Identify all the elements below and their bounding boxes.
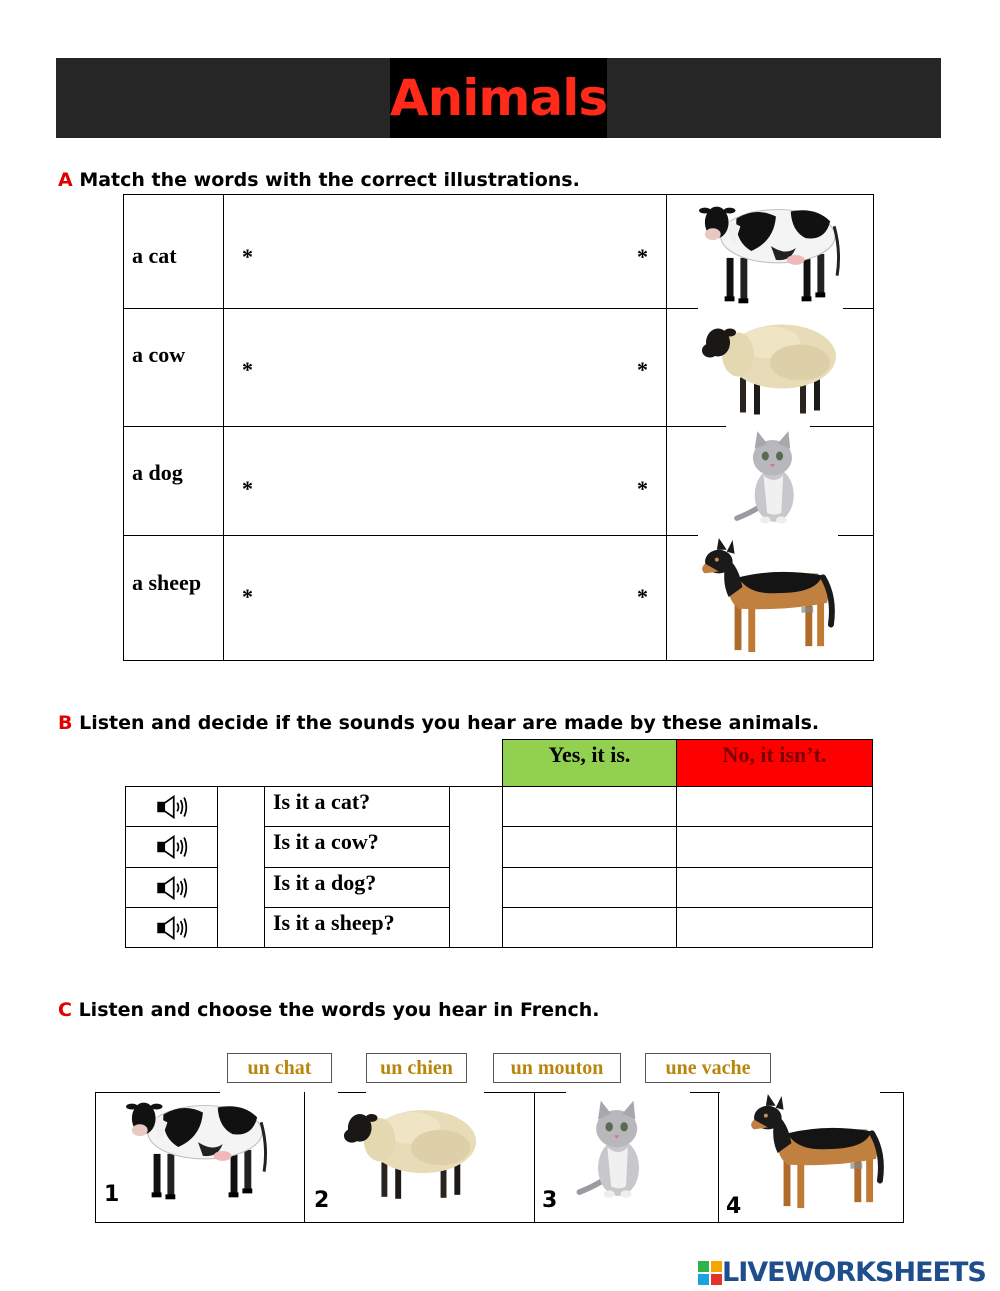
speaker-icon <box>154 875 190 901</box>
question-cell-4 <box>264 907 450 948</box>
answer-yes-4[interactable] <box>502 907 677 948</box>
word-a-dog: a dog <box>132 460 183 485</box>
answer-yes-2[interactable] <box>502 826 677 868</box>
yes-header-label: Yes, it is. <box>548 742 631 767</box>
match-dot-left-1[interactable]: * <box>242 244 253 269</box>
dog-picture <box>698 538 838 656</box>
picture-number-1: 1 <box>104 1182 120 1207</box>
blank-column <box>217 786 265 948</box>
speaker-icon <box>154 834 190 860</box>
picture-number-3: 3 <box>542 1188 558 1213</box>
sheep-picture <box>342 1098 480 1202</box>
section-c-heading <box>58 999 600 1021</box>
speaker-button-1[interactable] <box>125 786 218 827</box>
page-title: Animals <box>389 69 608 127</box>
speaker-icon <box>154 794 190 820</box>
word-a-cat: a cat <box>132 243 177 268</box>
section-b-letter: B <box>58 712 73 734</box>
option-un-mouton[interactable]: un mouton <box>493 1053 621 1083</box>
speaker-button-2[interactable] <box>125 826 218 868</box>
answer-no-3[interactable] <box>676 867 873 908</box>
question-cell-1 <box>264 786 450 827</box>
option-un-chien[interactable]: un chien <box>366 1053 467 1083</box>
option-un-chat[interactable]: un chat <box>227 1053 332 1083</box>
no-header <box>676 739 873 787</box>
section-b-instruction: Listen and decide if the sounds you hear are made by these animals. <box>72 712 820 734</box>
section-c-letter: C <box>58 999 72 1021</box>
match-dot-left-2[interactable]: * <box>242 357 253 382</box>
question-2: Is it a cow? <box>273 829 379 854</box>
answer-yes-1[interactable] <box>502 786 677 827</box>
match-dot-right-2[interactable]: * <box>637 357 648 382</box>
question-cell-2 <box>264 826 450 868</box>
cow-picture <box>124 1092 272 1202</box>
cat-picture <box>728 428 808 532</box>
match-dot-left-3[interactable]: * <box>242 476 253 501</box>
answer-no-1[interactable] <box>676 786 873 827</box>
word-a-cow: a cow <box>132 342 186 367</box>
option-une-vache[interactable]: une vache <box>645 1053 771 1083</box>
cat-picture <box>570 1098 654 1206</box>
sheep-picture <box>700 312 840 418</box>
dog-picture <box>748 1094 886 1212</box>
word-a-sheep: a sheep <box>132 570 202 595</box>
logo-blocks-icon <box>698 1261 722 1285</box>
picture-number-4: 4 <box>726 1194 742 1219</box>
section-a-heading <box>58 169 580 191</box>
section-a-letter: A <box>58 169 73 191</box>
match-dot-right-3[interactable]: * <box>637 476 648 501</box>
speaker-button-4[interactable] <box>125 907 218 948</box>
liveworksheets-logo <box>698 1257 986 1288</box>
title-box <box>390 58 607 138</box>
match-dot-left-4[interactable]: * <box>242 584 253 609</box>
section-b-heading <box>58 712 819 734</box>
answer-no-4[interactable] <box>676 907 873 948</box>
section-a-instruction: Match the words with the correct illustrations. <box>72 169 580 191</box>
answer-no-2[interactable] <box>676 826 873 868</box>
question-3: Is it a dog? <box>273 870 377 895</box>
cow-picture <box>697 195 845 307</box>
no-header-label: No, it isn’t. <box>722 742 827 767</box>
question-4: Is it a sheep? <box>273 910 395 935</box>
logo-text: LIVEWORKSHEETS <box>722 1257 986 1288</box>
speaker-button-3[interactable] <box>125 867 218 908</box>
match-dot-right-1[interactable]: * <box>637 244 648 269</box>
speaker-icon <box>154 915 190 941</box>
question-1: Is it a cat? <box>273 789 371 814</box>
spacer-column <box>449 786 503 948</box>
yes-header <box>502 739 677 787</box>
section-c-instruction: Listen and choose the words you hear in French. <box>71 999 600 1021</box>
picture-number-2: 2 <box>314 1188 330 1213</box>
answer-yes-3[interactable] <box>502 867 677 908</box>
match-dot-right-4[interactable]: * <box>637 584 648 609</box>
question-cell-3 <box>264 867 450 908</box>
